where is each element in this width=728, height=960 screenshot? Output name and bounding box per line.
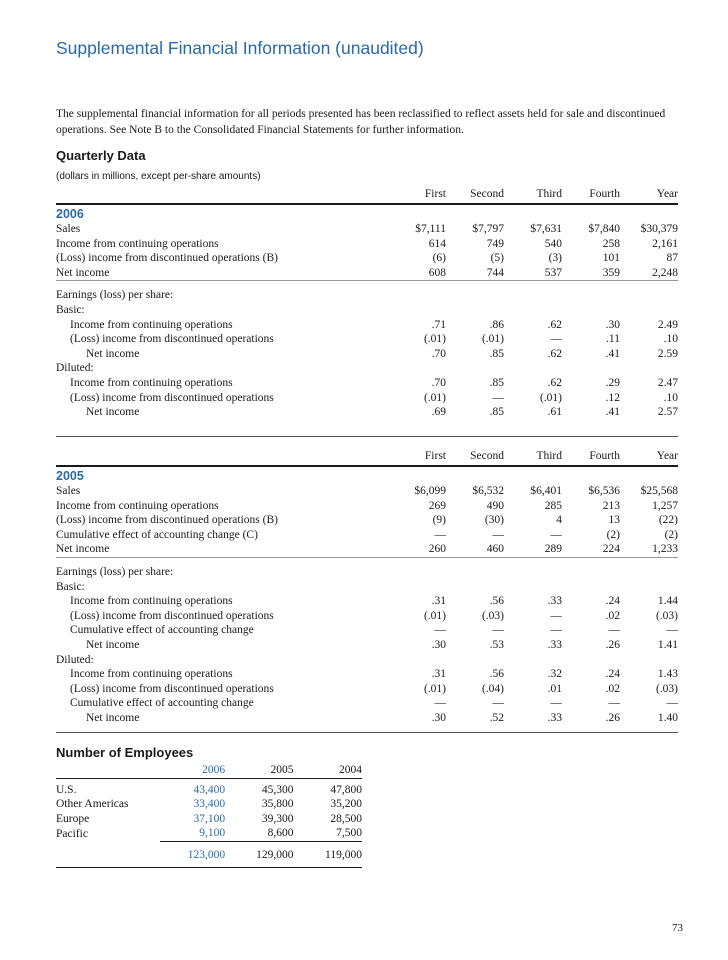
cell-value: 2.59	[657, 347, 678, 360]
table-row	[56, 499, 678, 514]
cell-value: .70	[431, 376, 446, 389]
table-row	[56, 405, 678, 420]
row-label: Other Americas	[56, 798, 129, 811]
cell-value: (.01)	[539, 391, 562, 404]
cell-value: —	[492, 391, 504, 404]
diluted-label: Diluted:	[56, 653, 94, 666]
table-row	[56, 812, 362, 827]
cell-value: (.01)	[423, 682, 446, 695]
cell-value: (30)	[484, 514, 504, 527]
cell-value: 1,257	[652, 499, 678, 512]
basic-label: Basic:	[56, 580, 85, 593]
year-label-2006: 2006	[56, 204, 678, 222]
cell-value: 4	[556, 514, 562, 527]
cell-value: .31	[431, 595, 446, 608]
cell-value: .61	[547, 406, 562, 419]
table-row	[56, 826, 362, 841]
total-value: 123,000	[187, 849, 226, 862]
total-value: 119,000	[325, 849, 362, 862]
cell-value: .01	[547, 682, 562, 695]
cell-value: 33,400	[193, 798, 226, 811]
cell-value: 43,400	[193, 783, 226, 796]
table-row	[56, 484, 678, 499]
cell-value: 1.40	[657, 711, 678, 724]
col-header: Fourth	[589, 187, 620, 200]
col-header: First	[424, 187, 446, 200]
cell-value: $7,840	[588, 223, 620, 235]
cell-value: .70	[431, 347, 446, 360]
cell-value: (5)	[490, 252, 504, 265]
cell-value: .85	[489, 376, 504, 389]
cell-value: —	[550, 528, 562, 541]
cell-value: .85	[489, 347, 504, 360]
cell-value: $6,536	[588, 485, 620, 497]
quarterly-table-2006	[56, 185, 678, 420]
cell-value: .31	[431, 668, 446, 681]
cell-value: .29	[605, 376, 620, 389]
cell-value: 749	[486, 237, 504, 250]
cell-value: .85	[489, 406, 504, 419]
quarterly-subheading: (dollars in millions, except per-share amounts)	[56, 171, 261, 182]
row-label: Net income	[56, 266, 110, 279]
cell-value: $7,797	[472, 223, 504, 235]
cell-value: (.01)	[423, 391, 446, 404]
cell-value: 8,600	[267, 827, 294, 840]
row-label: Sales	[56, 485, 81, 497]
cell-value: 614	[428, 237, 446, 250]
table-row	[56, 266, 678, 281]
cell-value: .41	[605, 347, 620, 360]
table-row	[56, 797, 362, 812]
table-row	[56, 528, 678, 543]
cell-value: (6)	[432, 252, 446, 265]
employees-table	[56, 763, 362, 868]
row-label: Net income	[56, 543, 110, 556]
row-label: (Loss) income from discontinued operations	[70, 682, 274, 695]
col-header: Third	[536, 187, 562, 200]
cell-value: —	[434, 624, 446, 637]
table-row	[56, 376, 678, 391]
cell-value: —	[550, 609, 562, 622]
cell-value: —	[666, 624, 678, 637]
cell-value: —	[550, 333, 562, 346]
table-row	[56, 711, 678, 726]
cell-value: .56	[489, 595, 504, 608]
col-header: Year	[656, 449, 678, 462]
cell-value: $30,379	[640, 223, 678, 235]
cell-value: 460	[486, 543, 504, 556]
cell-value: (.03)	[481, 609, 504, 622]
col-header: 2006	[202, 764, 226, 776]
row-label: (Loss) income from discontinued operations (B)	[56, 252, 278, 265]
col-header: 2004	[339, 764, 362, 776]
col-header: Fourth	[589, 449, 620, 462]
cell-value: 87	[666, 252, 678, 265]
cell-value: 47,800	[330, 783, 362, 796]
cell-value: —	[492, 624, 504, 637]
section-divider	[56, 436, 678, 437]
table-row	[56, 783, 362, 798]
row-label: Europe	[56, 812, 90, 825]
cell-value: 7,500	[336, 827, 362, 840]
cell-value: 101	[602, 252, 620, 265]
cell-value: .12	[605, 391, 620, 404]
cell-value: .53	[489, 638, 504, 651]
cell-value: (3)	[548, 252, 562, 265]
row-label: Net income	[86, 406, 140, 419]
cell-value: 39,300	[261, 812, 294, 825]
cell-value: .02	[605, 609, 620, 622]
row-label: (Loss) income from discontinued operations	[70, 609, 274, 622]
cell-value: (.01)	[423, 609, 446, 622]
table-row	[56, 667, 678, 682]
cell-value: $6,532	[472, 485, 504, 497]
cell-value: .10	[663, 391, 678, 404]
year-label-2005: 2005	[56, 466, 678, 484]
cell-value: .41	[605, 406, 620, 419]
cell-value: 744	[486, 266, 504, 279]
cell-value: .26	[605, 711, 620, 724]
cell-value: $6,099	[414, 485, 446, 497]
row-label: Income from continuing operations	[70, 668, 233, 681]
table-row	[56, 609, 678, 624]
cell-value: 213	[602, 499, 620, 512]
cell-value: (22)	[658, 514, 678, 527]
cell-value: .33	[547, 711, 562, 724]
cell-value: .71	[431, 318, 446, 331]
col-header: First	[424, 449, 446, 462]
cell-value: 2,161	[652, 237, 678, 250]
cell-value: 540	[544, 237, 562, 250]
cell-value: .24	[605, 668, 620, 681]
cell-value: .02	[605, 682, 620, 695]
cell-value: 260	[428, 543, 446, 556]
cell-value: .32	[547, 668, 562, 681]
cell-value: 28,500	[330, 812, 362, 825]
cell-value: 1.41	[657, 638, 678, 651]
cell-value: 258	[602, 237, 620, 250]
cell-value: $25,568	[640, 485, 678, 497]
row-label: Income from continuing operations	[70, 595, 233, 608]
row-label: Income from continuing operations	[70, 376, 233, 389]
page-title: Supplemental Financial Information (unaudited)	[56, 38, 424, 58]
cell-value: —	[666, 697, 678, 710]
cell-value: .33	[547, 595, 562, 608]
page-number: 73	[672, 922, 683, 934]
row-label: Income from continuing operations	[56, 237, 219, 250]
cell-value: 285	[544, 499, 562, 512]
cell-value: 289	[544, 543, 562, 556]
cell-value: 9,100	[199, 827, 226, 840]
col-header: 2005	[270, 764, 294, 776]
row-label: Net income	[86, 638, 140, 651]
cell-value: 37,100	[193, 812, 226, 825]
cell-value: .30	[605, 318, 620, 331]
cell-value: .30	[431, 711, 446, 724]
cell-value: .11	[606, 333, 620, 346]
row-label: Cumulative effect of accounting change	[70, 624, 254, 637]
cell-value: 45,300	[261, 783, 294, 796]
cell-value: 224	[602, 543, 620, 556]
cell-value: (9)	[432, 514, 446, 527]
row-label: (Loss) income from discontinued operations	[70, 391, 274, 404]
table-row	[56, 347, 678, 362]
cell-value: 269	[428, 499, 446, 512]
cell-value: 1.43	[657, 668, 678, 681]
table-row	[56, 237, 678, 252]
col-header: Second	[470, 187, 504, 200]
cell-value: (.03)	[655, 682, 678, 695]
cell-value: 490	[486, 499, 504, 512]
col-header: Third	[536, 449, 562, 462]
table-row	[56, 696, 678, 711]
table-row	[56, 682, 678, 697]
cell-value: .56	[489, 668, 504, 681]
col-header: Year	[656, 187, 678, 200]
cell-value: 1.44	[657, 595, 678, 608]
row-label: Net income	[86, 347, 140, 360]
cell-value: 35,800	[261, 798, 294, 811]
cell-value: .86	[489, 318, 504, 331]
cell-value: 2.49	[657, 318, 678, 331]
cell-value: .62	[547, 376, 562, 389]
cell-value: .24	[605, 595, 620, 608]
cell-value: 1,233	[652, 543, 678, 556]
quarterly-table-2005	[56, 447, 678, 726]
cell-value: 2,248	[652, 266, 678, 279]
row-label: Pacific	[56, 827, 88, 840]
row-label: (Loss) income from discontinued operations	[70, 333, 274, 346]
eps-label: Earnings (loss) per share:	[56, 565, 174, 578]
cell-value: 13	[608, 514, 620, 527]
row-label: Net income	[86, 711, 140, 724]
cell-value: .62	[547, 347, 562, 360]
cell-value: —	[434, 528, 446, 541]
cell-value: (.01)	[481, 333, 504, 346]
cell-value: .52	[489, 711, 504, 724]
row-label: Cumulative effect of accounting change	[70, 697, 254, 710]
cell-value: —	[492, 697, 504, 710]
cell-value: —	[550, 624, 562, 637]
eps-label: Earnings (loss) per share:	[56, 289, 174, 302]
table-row	[56, 332, 678, 347]
cell-value: $7,111	[415, 223, 446, 235]
table-row	[56, 594, 678, 609]
table-row	[56, 391, 678, 406]
cell-value: (2)	[664, 528, 678, 541]
cell-value: 608	[428, 266, 446, 279]
cell-value: 2.47	[657, 376, 678, 389]
cell-value: 537	[544, 266, 562, 279]
table-row	[56, 623, 678, 638]
cell-value: 359	[602, 266, 620, 279]
table-row	[56, 638, 678, 653]
section-divider	[56, 732, 678, 733]
cell-value: —	[434, 697, 446, 710]
cell-value: (.01)	[423, 333, 446, 346]
cell-value: (.03)	[655, 609, 678, 622]
cell-value: $7,631	[530, 223, 562, 235]
cell-value: (2)	[606, 528, 620, 541]
cell-value: 35,200	[330, 798, 362, 811]
cell-value: .69	[431, 406, 446, 419]
intro-paragraph: The supplemental financial information for all periods presented has been reclassified to reflect assets held for sale and discontinued operations. See Note B to the Consolidated Financial Statements for further information.	[56, 108, 666, 136]
total-value: 129,000	[256, 849, 294, 862]
cell-value: —	[492, 528, 504, 541]
table-row	[56, 222, 678, 237]
table-row	[56, 513, 678, 528]
cell-value: .62	[547, 318, 562, 331]
quarterly-heading: Quarterly Data	[56, 148, 146, 163]
cell-value: .33	[547, 638, 562, 651]
cell-value: —	[608, 697, 620, 710]
col-header: Second	[470, 449, 504, 462]
cell-value: .30	[431, 638, 446, 651]
cell-value: .10	[663, 333, 678, 346]
cell-value: 2.57	[657, 406, 678, 419]
row-label: Income from continuing operations	[70, 318, 233, 331]
table-row	[56, 318, 678, 333]
row-label: (Loss) income from discontinued operations (B)	[56, 514, 278, 527]
row-label: Sales	[56, 223, 81, 235]
row-label: U.S.	[56, 783, 77, 796]
basic-label: Basic:	[56, 303, 85, 316]
cell-value: .26	[605, 638, 620, 651]
employees-heading: Number of Employees	[56, 745, 194, 760]
cell-value: —	[608, 624, 620, 637]
table-row	[56, 251, 678, 266]
cell-value: (.04)	[481, 682, 504, 695]
row-label: Income from continuing operations	[56, 499, 219, 512]
row-label: Cumulative effect of accounting change (C)	[56, 528, 258, 541]
cell-value: $6,401	[530, 485, 562, 497]
cell-value: —	[550, 697, 562, 710]
table-row	[56, 542, 678, 557]
diluted-label: Diluted:	[56, 362, 94, 375]
